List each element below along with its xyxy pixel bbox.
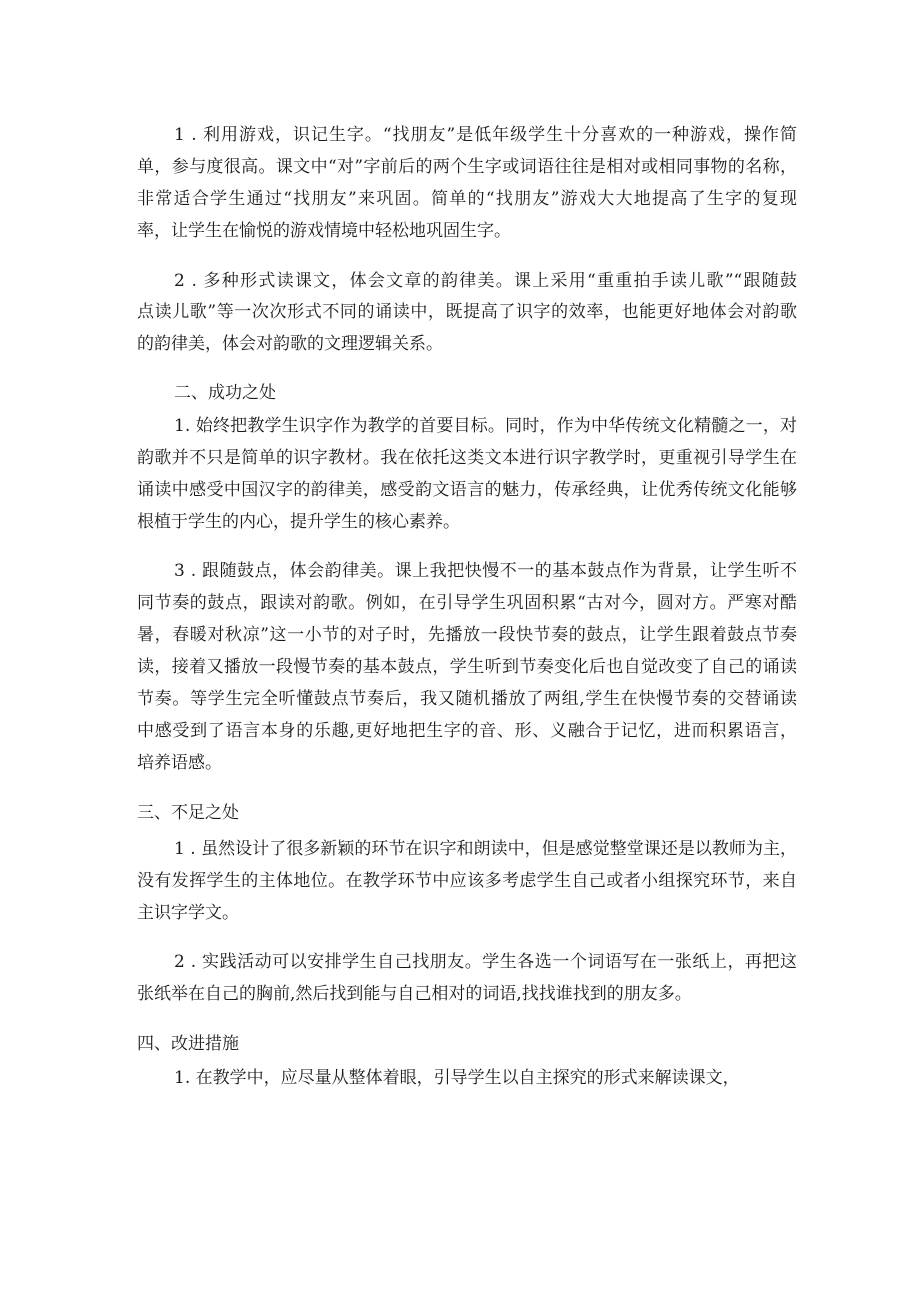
paragraph-line: 点读儿歌”等一次次形式不同的诵读中，既提高了识字的效率，也能更好地体会对韵歌: [137, 302, 797, 322]
paragraph-first-line: 1. 始终把教学生识字作为教学的首要目标。同时，作为中华传统文化精髓之一，对: [174, 416, 797, 436]
paragraph-line: 诵读中感受中国汉字的韵律美，感受韵文语言的魅力，传承经典，让优秀传统文化能够: [137, 480, 797, 500]
paragraph-line: 单，参与度很高。课文中“对”字前后的两个生字或词语往往是相对或相同事物的名称，: [137, 157, 797, 177]
paragraph-line: 的韵律美，体会对韵歌的文理逻辑关系。: [137, 334, 443, 354]
paragraph-line: 同节奏的鼓点，跟读对韵歌。例如，在引导学生巩固积累“古对今，圆对方。严寒对酷: [137, 593, 797, 613]
paragraph-line: 暑，春暖对秋凉”这一小节的对子时，先播放一段快节奏的鼓点，让学生跟着鼓点节奏: [137, 625, 797, 645]
section-heading: 二、成功之处: [174, 383, 276, 403]
paragraph-first-line: 2 . 实践活动可以安排学生自己找朋友。学生各选一个词语写在一张纸上，再把这: [174, 952, 797, 972]
paragraph-first-line: 3 . 跟随鼓点，体会韵律美。课上我把快慢不一的基本鼓点作为背景，让学生听不: [174, 561, 797, 581]
paragraph-line: 培养语感。: [137, 753, 222, 773]
section-heading: 四、改进措施: [137, 1034, 239, 1054]
paragraph-line: 没有发挥学生的主体地位。在教学环节中应该多考虑学生自己或者小组探究环节，来自: [137, 871, 797, 891]
paragraph-line: 张纸举在自己的胸前,然后找到能与自己相对的词语,找找谁找到的朋友多。: [137, 984, 692, 1004]
paragraph-line: 根植于学生的内心，提升学生的核心素养。: [137, 512, 460, 532]
paragraph-line: 韵歌并不只是简单的识字教材。我在依托这类文本进行识字教学时，更重视引导学生在: [137, 448, 797, 468]
paragraph-line: 中感受到了语言本身的乐趣,更好地把生字的音、形、义融合于记忆，进而积累语言，: [137, 721, 797, 741]
paragraph-line: 率，让学生在愉悦的游戏情境中轻松地巩固生字。: [137, 221, 511, 241]
section-heading: 三、不足之处: [137, 803, 239, 823]
paragraph-first-line: 1. 在教学中，应尽量从整体着眼，引导学生以自主探究的形式来解读课文，: [174, 1068, 740, 1088]
paragraph-line: 读，接着又播放一段慢节奏的基本鼓点，学生听到节奏变化后也自觉改变了自己的诵读: [137, 657, 797, 677]
paragraph-line: 节奏。等学生完全听懂鼓点节奏后，我又随机播放了两组,学生在快慢节奏的交替诵读: [137, 689, 797, 709]
paragraph-line: 主识字学文。: [137, 903, 239, 923]
paragraph-first-line: 1 . 虽然设计了很多新颖的环节在识字和朗读中，但是感觉整堂课还是以教师为主，: [174, 839, 797, 859]
paragraph-first-line: 2 . 多种形式读课文，体会文章的韵律美。课上采用“重重拍手读儿歌”“跟随鼓: [174, 271, 797, 291]
paragraph-line: 非常适合学生通过“找朋友”来巩固。简单的“找朋友”游戏大大地提高了生字的复现: [137, 189, 797, 209]
paragraph-first-line: 1 . 利用游戏，识记生字。“找朋友”是低年级学生十分喜欢的一种游戏，操作简: [174, 125, 797, 145]
